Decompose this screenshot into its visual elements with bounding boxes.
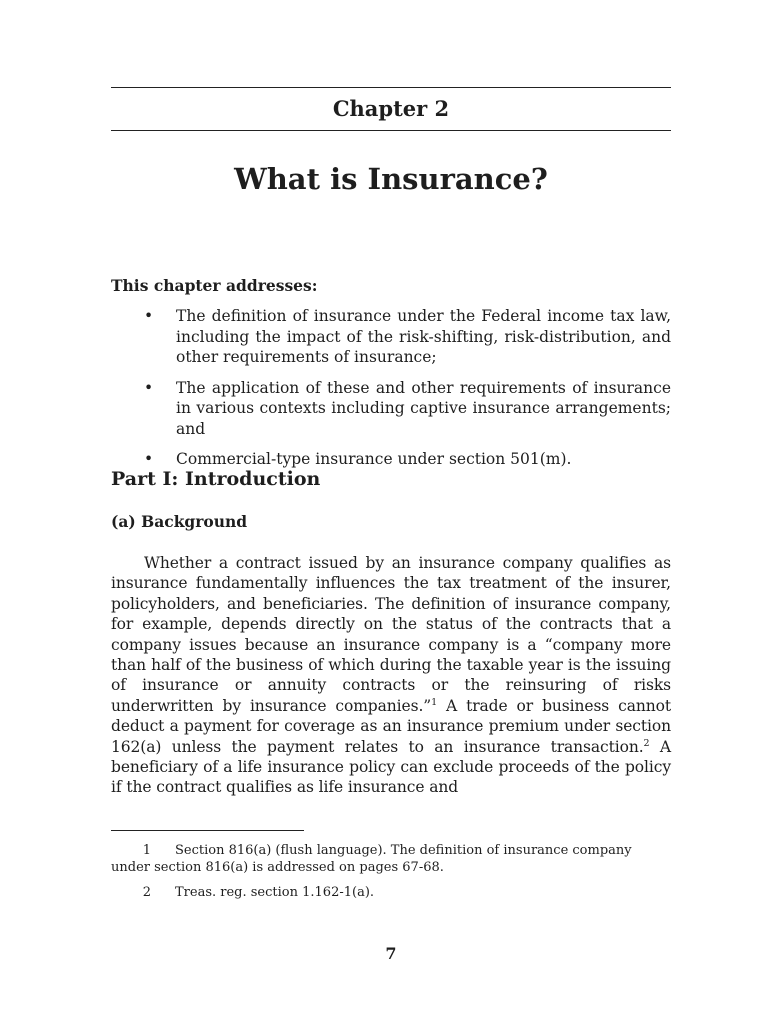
topics-list [111, 306, 671, 480]
footnote-number: 2 [142, 885, 151, 900]
background-paragraph [111, 553, 671, 798]
bullet-icon: • [144, 378, 154, 397]
paragraph-text: A beneficiary of a life insurance policy can exclude proceeds of the policy if the contract qualifies as life insurance and [111, 737, 671, 797]
part-heading: Part I: Introduction [111, 468, 321, 490]
footnote-ref-1[interactable]: 1 [431, 696, 438, 708]
bullet-icon: • [144, 307, 154, 325]
chapter-label: Chapter 2 [332, 96, 450, 121]
footnote-ref-2[interactable]: 2 [643, 737, 650, 749]
bullet-icon: • [144, 450, 154, 468]
section-heading: (a) Background [111, 512, 248, 531]
footnote-text: Treas. reg. section 1.162-1(a). [175, 885, 375, 900]
addresses-heading: This chapter addresses: [111, 276, 318, 295]
page-number: 7 [385, 944, 397, 963]
footnote-2 [111, 884, 671, 901]
footnote-number: 1 [142, 843, 151, 858]
chapter-title: What is Insurance? [234, 162, 548, 196]
paragraph-text: A trade or business cannot deduct a payment for coverage as an insurance premium under section 162(a) unless the payment relates to an insurance transaction. [111, 696, 671, 756]
chapter-top-rule [111, 87, 671, 88]
list-item [111, 306, 671, 368]
footnote-divider [111, 830, 304, 831]
footnote-1 [111, 842, 671, 876]
footnote-text: Section 816(a) (flush language). The definition of insurance company under section 816(a) is addressed on pages 67-68. [111, 843, 632, 875]
list-item-text: Commercial-type insurance under section 501(m). [176, 450, 572, 468]
list-item-text: The definition of insurance under the Federal income tax law, including the impact of the risk-shifting, risk-distribution, and other requirements of insurance; [176, 307, 671, 366]
list-item-text: The application of these and other requirements of insurance in various contexts including captive insurance arrangements; and [176, 378, 671, 438]
paragraph-text: Whether a contract issued by an insurance company qualifies as insurance fundamentally influences the tax treatment of the insurer, policyholders, and beneficiaries. The definition of insurance company, for example, depends directly on the status of the contracts that a company issues because an insurance company is a “company more than half of the business of which during the taxable year is the issuing of insurance or annuity contracts or the reinsuring of risks underwritten by insurance companies.” [111, 554, 671, 715]
chapter-bottom-rule [111, 130, 671, 131]
list-item [111, 378, 671, 440]
